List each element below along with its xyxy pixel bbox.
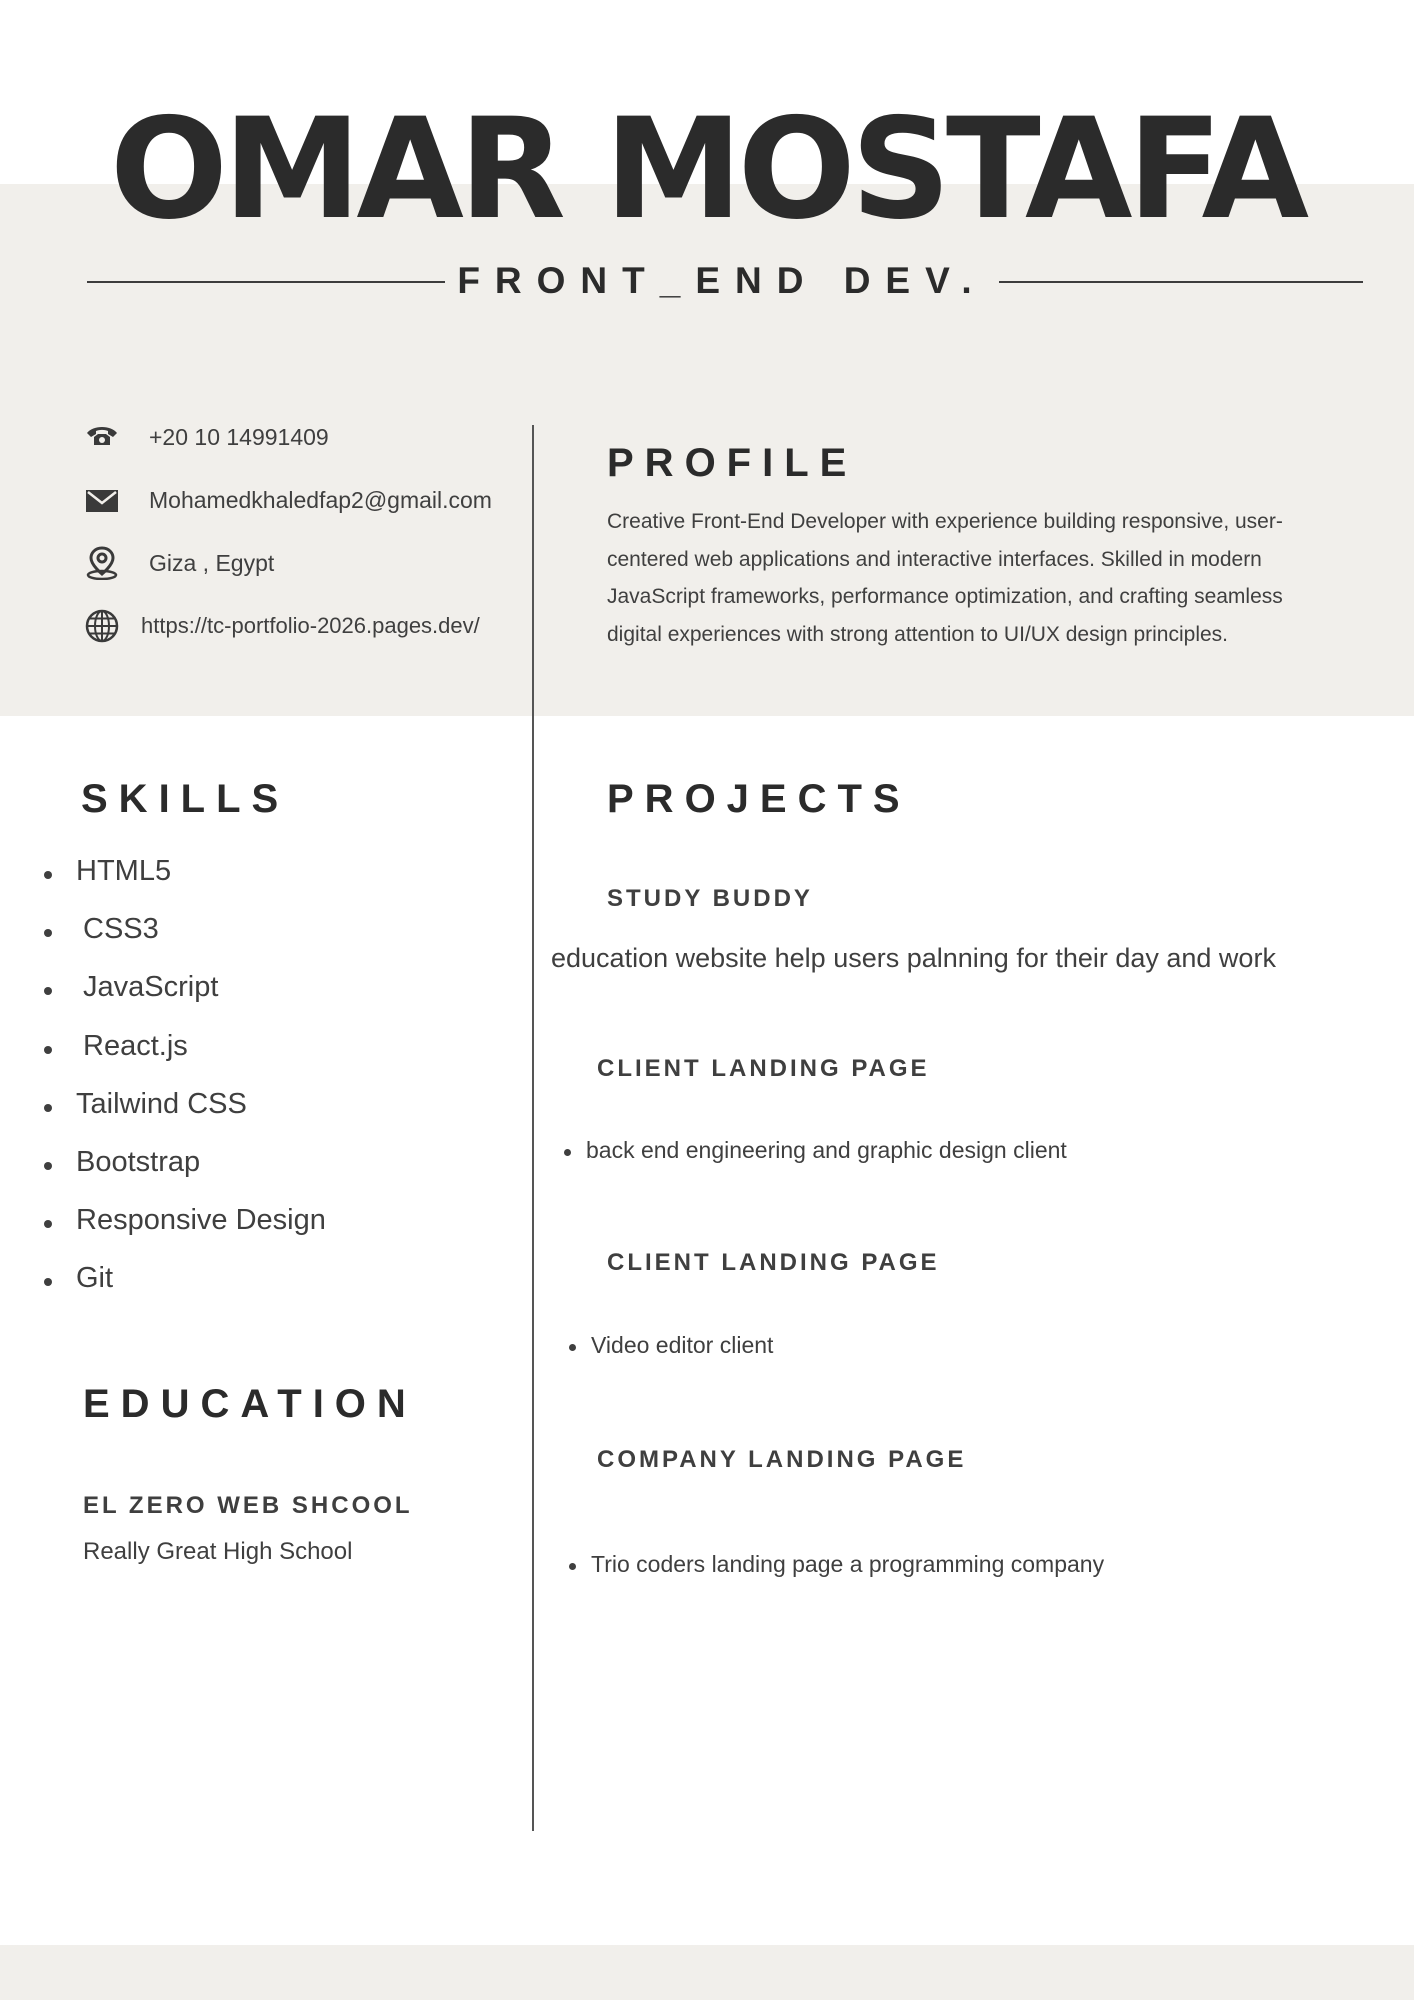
project-title: STUDY BUDDY [607, 885, 813, 912]
project-description: education website help users palnning for their day and work [551, 943, 1276, 973]
project-bullet: Video editor client [565, 1334, 773, 1357]
website-link[interactable]: https://tc-portfolio-2026.pages.dev/ [141, 613, 480, 638]
contact-website [85, 609, 480, 643]
email-icon [85, 483, 119, 517]
phone-number[interactable]: +20 10 14991409 [149, 423, 329, 450]
email-address[interactable]: Mohamedkhaledfap2@gmail.com [149, 486, 492, 513]
contact-email [85, 483, 492, 517]
skill-item: CSS3 [40, 915, 326, 973]
skill-item: JavaScript [40, 973, 326, 1031]
project-bullet: back end engineering and graphic design client [560, 1139, 1067, 1162]
location-icon [85, 546, 119, 580]
project-title: CLIENT LANDING PAGE [597, 1055, 930, 1082]
education-school: Really Great High School [83, 1538, 353, 1565]
profile-summary: Creative Front-End Developer with experience building responsive, user-centered web applications and interactive interfaces. Skilled in modern JavaScript frameworks, performance optimization, and crafting seamless digital experiences with strong attention to UI/UX design principles. [607, 510, 1283, 647]
skill-item: HTML5 [40, 857, 326, 915]
skills-list [40, 857, 326, 1323]
title-rule-right [999, 281, 1363, 283]
project-bullet: Trio coders landing page a programming company [565, 1553, 1104, 1576]
skill-item: React.js [40, 1032, 326, 1090]
candidate-name: OMAR MOSTAFA [109, 88, 1305, 250]
education-institution: EL ZERO WEB SHCOOL [83, 1492, 413, 1519]
contact-phone [85, 420, 329, 454]
profile-heading: PROFILE [607, 441, 858, 485]
column-divider [532, 425, 534, 1831]
phone-icon [85, 420, 119, 454]
globe-icon [85, 609, 119, 643]
skill-item: Responsive Design [40, 1206, 326, 1264]
project-title: CLIENT LANDING PAGE [607, 1249, 940, 1276]
footer-background-band [0, 1945, 1414, 2000]
skill-item: Git [40, 1264, 326, 1322]
skill-item: Bootstrap [40, 1148, 326, 1206]
contact-location [85, 546, 274, 580]
projects-heading: PROJECTS [607, 777, 911, 821]
education-heading: EDUCATION [83, 1382, 417, 1426]
title-rule-left [87, 281, 445, 283]
location-text: Giza , Egypt [149, 549, 275, 576]
skills-heading: SKILLS [81, 777, 290, 821]
job-title: FRONT_END DEV. [457, 260, 987, 301]
skill-item: Tailwind CSS [40, 1090, 326, 1148]
project-title: COMPANY LANDING PAGE [597, 1446, 967, 1473]
